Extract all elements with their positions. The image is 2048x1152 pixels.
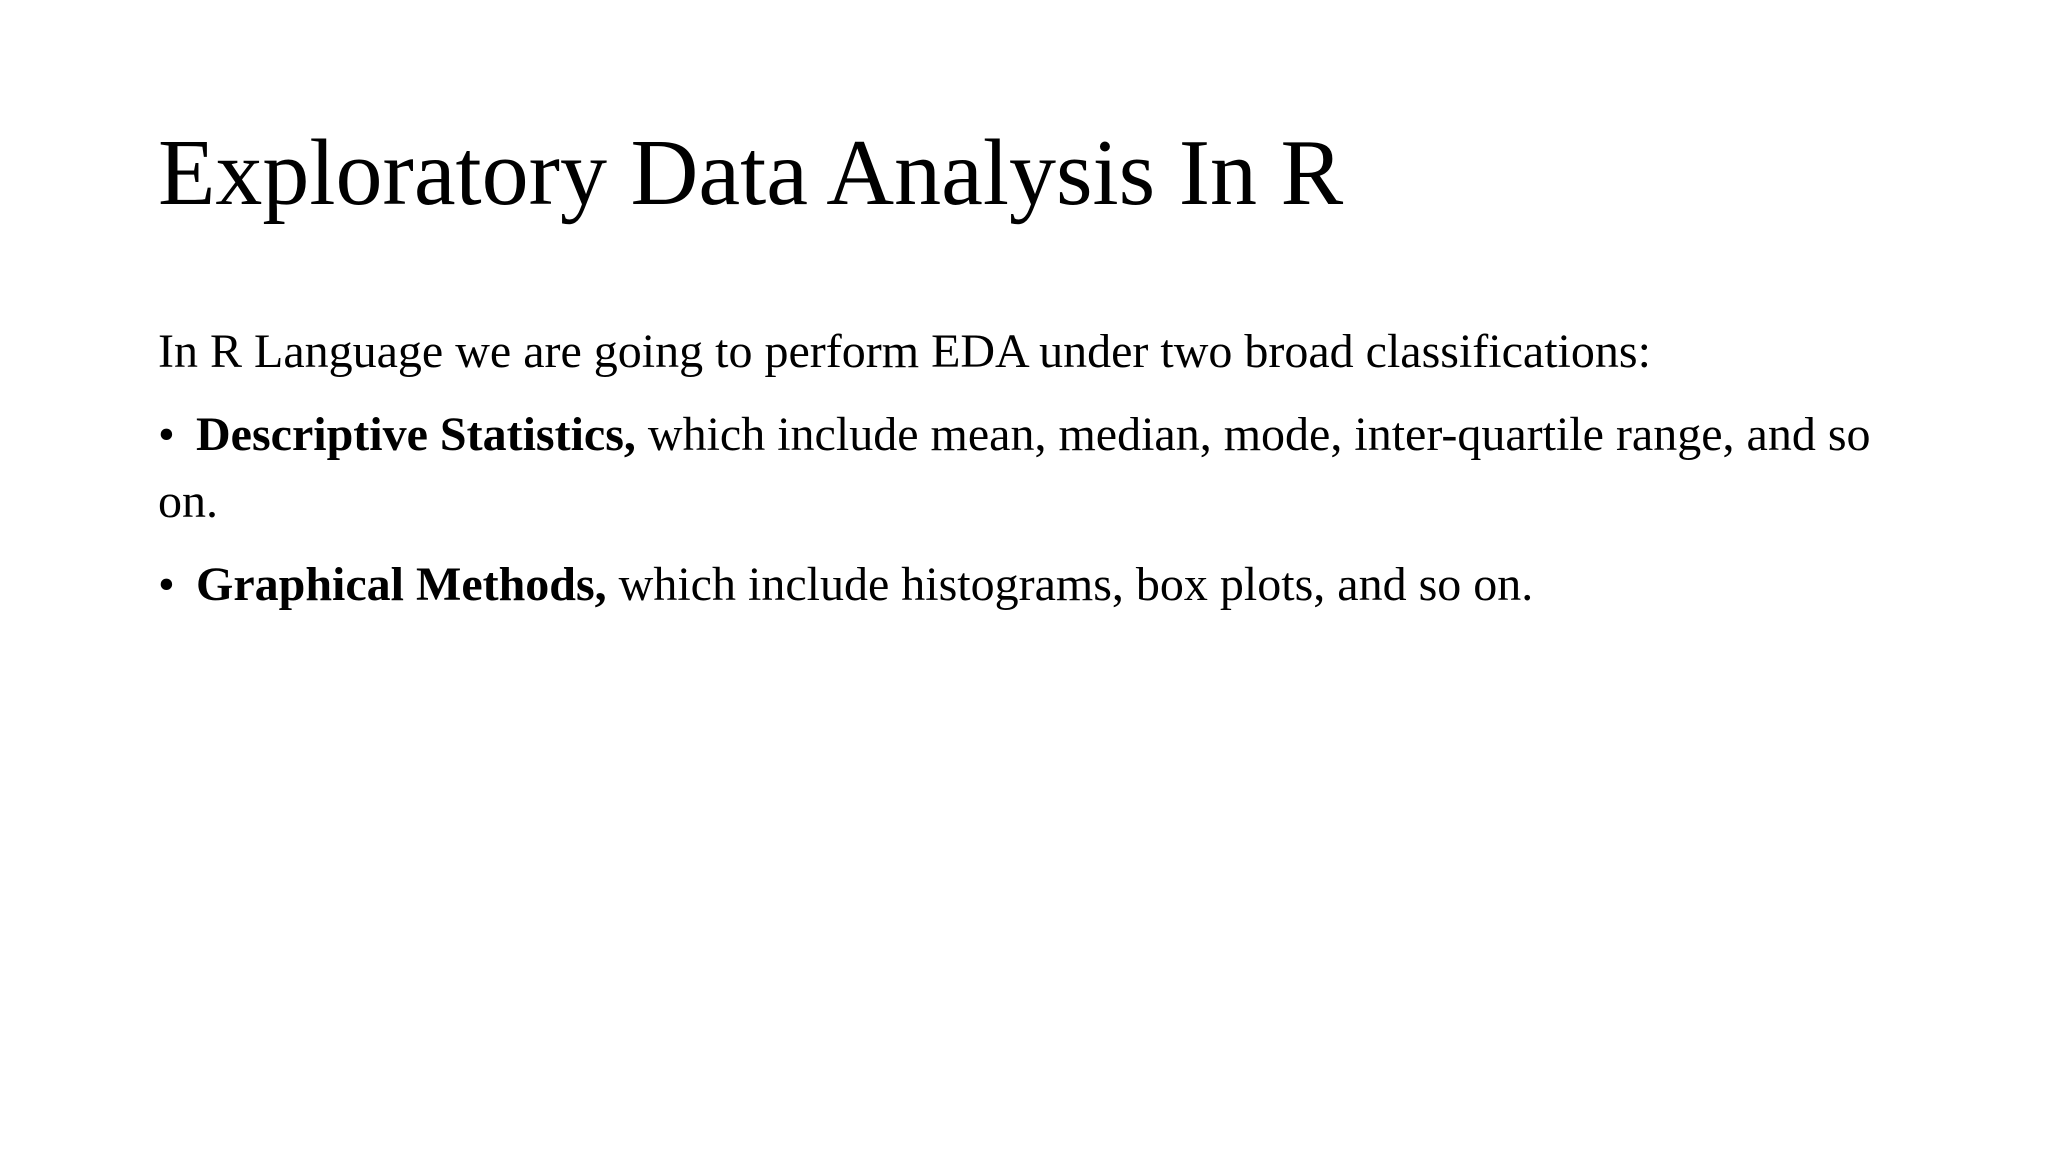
bullet-term: Descriptive Statistics, bbox=[196, 408, 636, 461]
intro-paragraph: In R Language we are going to perform EDA under two broad classifications: bbox=[158, 325, 1651, 378]
bullet-text: which include histograms, box plots, and so on. bbox=[606, 558, 1534, 611]
slide-title: Exploratory Data Analysis In R bbox=[158, 121, 1344, 225]
bullet-marker: • bbox=[158, 408, 175, 461]
bullet-term: Graphical Methods, bbox=[196, 558, 607, 611]
bullet-descriptive-statistics bbox=[158, 401, 1878, 535]
bullet-marker: • bbox=[158, 558, 175, 611]
bullet-graphical-methods bbox=[158, 551, 1878, 618]
slide-body bbox=[158, 318, 1878, 634]
bullet-text: which include mean, median, mode, inter-quartile range, and so on. bbox=[158, 408, 1871, 528]
